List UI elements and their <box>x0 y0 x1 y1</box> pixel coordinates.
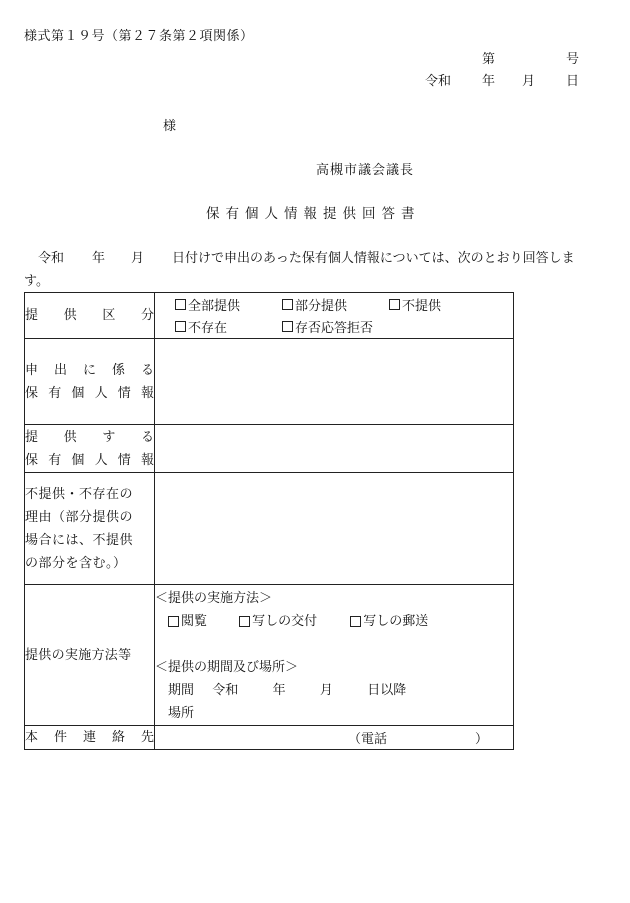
date-day: 日 <box>566 74 580 89</box>
option-label: 存否応答拒否 <box>295 321 374 336</box>
option-refuse-existence[interactable] <box>282 317 373 336</box>
label-char: 有 <box>48 452 62 468</box>
checkbox-icon[interactable] <box>175 299 186 310</box>
label-char: 報 <box>140 452 154 468</box>
checkbox-icon[interactable] <box>239 616 250 627</box>
document-number-suffix: 号 <box>566 52 580 67</box>
option-label: 写しの交付 <box>252 614 318 629</box>
answer-form-table <box>24 292 514 750</box>
form-number: 様式第１９号（第２７条第２項関係） <box>24 29 254 44</box>
checkbox-icon[interactable] <box>282 299 293 310</box>
option-full-provision[interactable] <box>175 295 282 314</box>
option-label: 部分提供 <box>295 299 348 314</box>
label-char: 個 <box>71 452 85 468</box>
document-title: 保有個人情報提供回答書 <box>206 206 421 222</box>
option-viewing[interactable] <box>168 610 235 633</box>
period-year: 年 <box>272 683 286 698</box>
label-char: 人 <box>94 452 108 468</box>
option-partial-provision[interactable] <box>282 295 389 314</box>
period-heading: ＜提供の期間及び場所＞ <box>155 660 299 675</box>
intro-month: 月 <box>131 251 145 266</box>
option-label: 不存在 <box>188 321 228 336</box>
intro-line-1 <box>24 252 575 265</box>
label-char: 連 <box>82 729 96 745</box>
label-line: 提供の実施方法等 <box>25 647 132 663</box>
label-char: 保 <box>25 452 39 468</box>
intro-year: 年 <box>92 251 106 266</box>
checkbox-icon[interactable] <box>350 616 361 627</box>
label-char: 提 <box>25 429 39 445</box>
row-method <box>25 585 514 726</box>
date-month: 月 <box>522 74 536 89</box>
date-era: 令和 <box>425 74 452 89</box>
option-label: 写しの郵送 <box>363 614 429 629</box>
label-char: 保 <box>25 385 39 401</box>
label-char: 件 <box>53 729 67 745</box>
label-contact <box>25 726 155 750</box>
label-char: 情 <box>117 385 131 401</box>
phone-close: ） <box>475 732 489 747</box>
row-provided-info <box>25 425 514 473</box>
checkbox-icon[interactable] <box>175 321 186 332</box>
method-heading: ＜提供の実施方法＞ <box>155 591 273 606</box>
label-line: 場合には、不提供 <box>25 532 134 548</box>
period-era: 令和 <box>212 683 239 698</box>
period-day-suffix: 日以降 <box>367 683 407 698</box>
label-char: 出 <box>53 362 67 378</box>
label-char: 有 <box>48 385 62 401</box>
checkbox-icon[interactable] <box>168 616 179 627</box>
label-method <box>25 585 155 726</box>
label-provided-info <box>25 425 155 473</box>
option-row-1 <box>175 294 513 316</box>
option-label: 閲覧 <box>181 614 208 629</box>
period-month: 月 <box>319 683 333 698</box>
label-char: 人 <box>94 385 108 401</box>
intro-era: 令和 <box>38 251 65 266</box>
label-char: 申 <box>25 362 39 378</box>
phone-open: （電話 <box>348 732 388 747</box>
label-char: 本 <box>25 729 39 745</box>
value-requested-info[interactable] <box>155 339 514 425</box>
intro-text: 日付けで申出のあった保有個人情報については、次のとおり回答しま <box>172 251 575 266</box>
value-contact[interactable] <box>155 726 514 750</box>
checkbox-icon[interactable] <box>282 321 293 332</box>
option-label: 不提供 <box>402 299 442 314</box>
label-requested-info <box>25 339 155 425</box>
date-year: 年 <box>482 74 496 89</box>
label-line: 不提供・不存在の <box>25 486 134 502</box>
period-line <box>155 679 513 702</box>
addressee-suffix: 様 <box>163 119 177 134</box>
label-reason <box>25 473 155 585</box>
label-char: 区 <box>102 308 116 323</box>
label-char: 情 <box>117 452 131 468</box>
document-number-label: 第 <box>482 52 496 67</box>
label-line: 理由（部分提供の <box>25 509 134 525</box>
label-char: 個 <box>71 385 85 401</box>
label-char: 絡 <box>111 729 125 745</box>
option-copy-delivery[interactable] <box>239 610 346 633</box>
value-provided-info[interactable] <box>155 425 514 473</box>
value-reason[interactable] <box>155 473 514 585</box>
intro-line-2: す。 <box>24 274 49 289</box>
label-char: 供 <box>63 429 77 445</box>
method-options <box>155 610 513 633</box>
label-line: の部分を含む。） <box>25 555 127 571</box>
option-no-provision[interactable] <box>389 295 441 314</box>
label-char: 分 <box>140 308 154 323</box>
label-char: る <box>140 429 154 445</box>
value-provision-category <box>155 293 514 339</box>
issuer: 高槻市議会議長 <box>316 163 415 178</box>
place-label: 場所 <box>168 706 195 721</box>
row-provision-category <box>25 293 514 339</box>
option-label: 全部提供 <box>188 299 241 314</box>
option-nonexistent[interactable] <box>175 317 282 336</box>
label-char: 先 <box>140 729 154 745</box>
row-reason <box>25 473 514 585</box>
label-char: 提 <box>25 308 39 323</box>
checkbox-icon[interactable] <box>389 299 400 310</box>
label-char: 報 <box>140 385 154 401</box>
option-copy-mail[interactable] <box>350 610 428 633</box>
label-char: す <box>102 429 116 445</box>
label-char: る <box>140 362 154 378</box>
label-provision-category <box>25 293 155 339</box>
label-char: 係 <box>111 362 125 378</box>
row-contact <box>25 726 514 750</box>
label-char: 供 <box>63 308 77 323</box>
spacer <box>155 633 513 656</box>
label-char: に <box>82 362 96 378</box>
period-label: 期間 <box>168 683 195 698</box>
value-method <box>155 585 514 726</box>
option-row-2 <box>175 316 513 338</box>
row-requested-info <box>25 339 514 425</box>
